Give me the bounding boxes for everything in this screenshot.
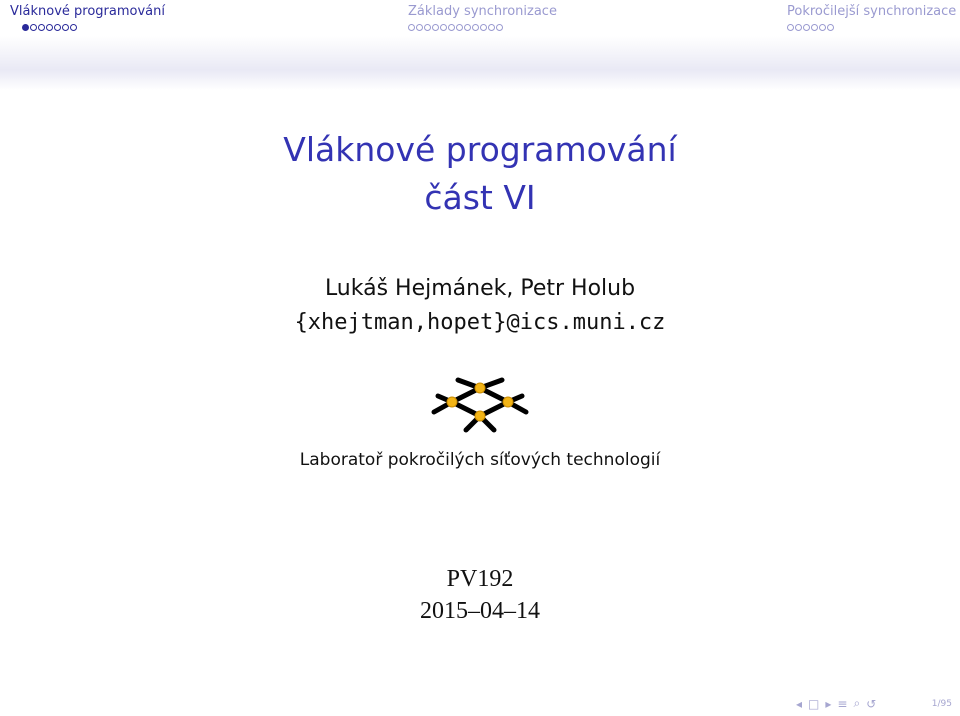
nav-dot[interactable] <box>803 24 810 31</box>
nav-dot[interactable] <box>819 24 826 31</box>
nav-dot[interactable] <box>496 24 503 31</box>
arrow-left-icon[interactable]: ◂ <box>796 696 803 711</box>
slide-subtitle: část VI <box>424 178 536 217</box>
search-icon[interactable]: ⌕ <box>853 696 861 710</box>
lab-logo <box>430 372 530 436</box>
nav-dot[interactable] <box>795 24 802 31</box>
nav-dot[interactable] <box>38 24 45 31</box>
nav-dot[interactable] <box>827 24 834 31</box>
nav-dot[interactable] <box>787 24 794 31</box>
page-number: 1/95 <box>931 699 952 709</box>
slide-title: Vláknové programování <box>283 130 677 169</box>
nav-dot[interactable] <box>448 24 455 31</box>
nav-dot[interactable] <box>30 24 37 31</box>
nav-dot[interactable] <box>464 24 471 31</box>
nav-section-2[interactable]: Základy synchronizace <box>408 4 557 19</box>
nav-dot[interactable] <box>472 24 479 31</box>
nav-dots-3[interactable] <box>787 24 834 34</box>
nav-dots-1[interactable] <box>22 24 77 34</box>
nav-dot[interactable] <box>456 24 463 31</box>
back-icon[interactable]: ↺ <box>866 696 877 711</box>
frame-icon[interactable]: □ <box>808 696 820 711</box>
nav-dots-2[interactable] <box>408 24 503 34</box>
nav-section-1[interactable]: Vláknové programování <box>10 4 165 19</box>
arrow-right-icon[interactable]: ▸ <box>825 696 832 711</box>
nav-dot[interactable] <box>408 24 415 31</box>
nav-dot[interactable] <box>424 24 431 31</box>
email: {xhejtman,hopet}@ics.muni.cz <box>294 310 666 335</box>
lab-name: Laboratoř pokročilých síťových technologií <box>299 450 661 470</box>
nav-dot[interactable] <box>488 24 495 31</box>
align-icon[interactable]: ≡ <box>837 696 848 711</box>
nav-dot[interactable] <box>22 24 29 31</box>
nav-dot[interactable] <box>480 24 487 31</box>
nav-dot[interactable] <box>46 24 53 31</box>
nav-dot[interactable] <box>70 24 77 31</box>
nav-dot[interactable] <box>54 24 61 31</box>
nav-dot[interactable] <box>811 24 818 31</box>
nav-dot[interactable] <box>432 24 439 31</box>
slide-date: 2015–04–14 <box>420 598 540 624</box>
beamer-nav-controls <box>796 696 876 711</box>
nav-dot[interactable] <box>440 24 447 31</box>
nav-section-3[interactable]: Pokročilejší synchronizace <box>787 4 957 19</box>
nav-dot[interactable] <box>62 24 69 31</box>
nav-dot[interactable] <box>416 24 423 31</box>
course-code: PV192 <box>446 566 514 592</box>
authors: Lukáš Hejmánek, Petr Holub <box>324 276 636 301</box>
